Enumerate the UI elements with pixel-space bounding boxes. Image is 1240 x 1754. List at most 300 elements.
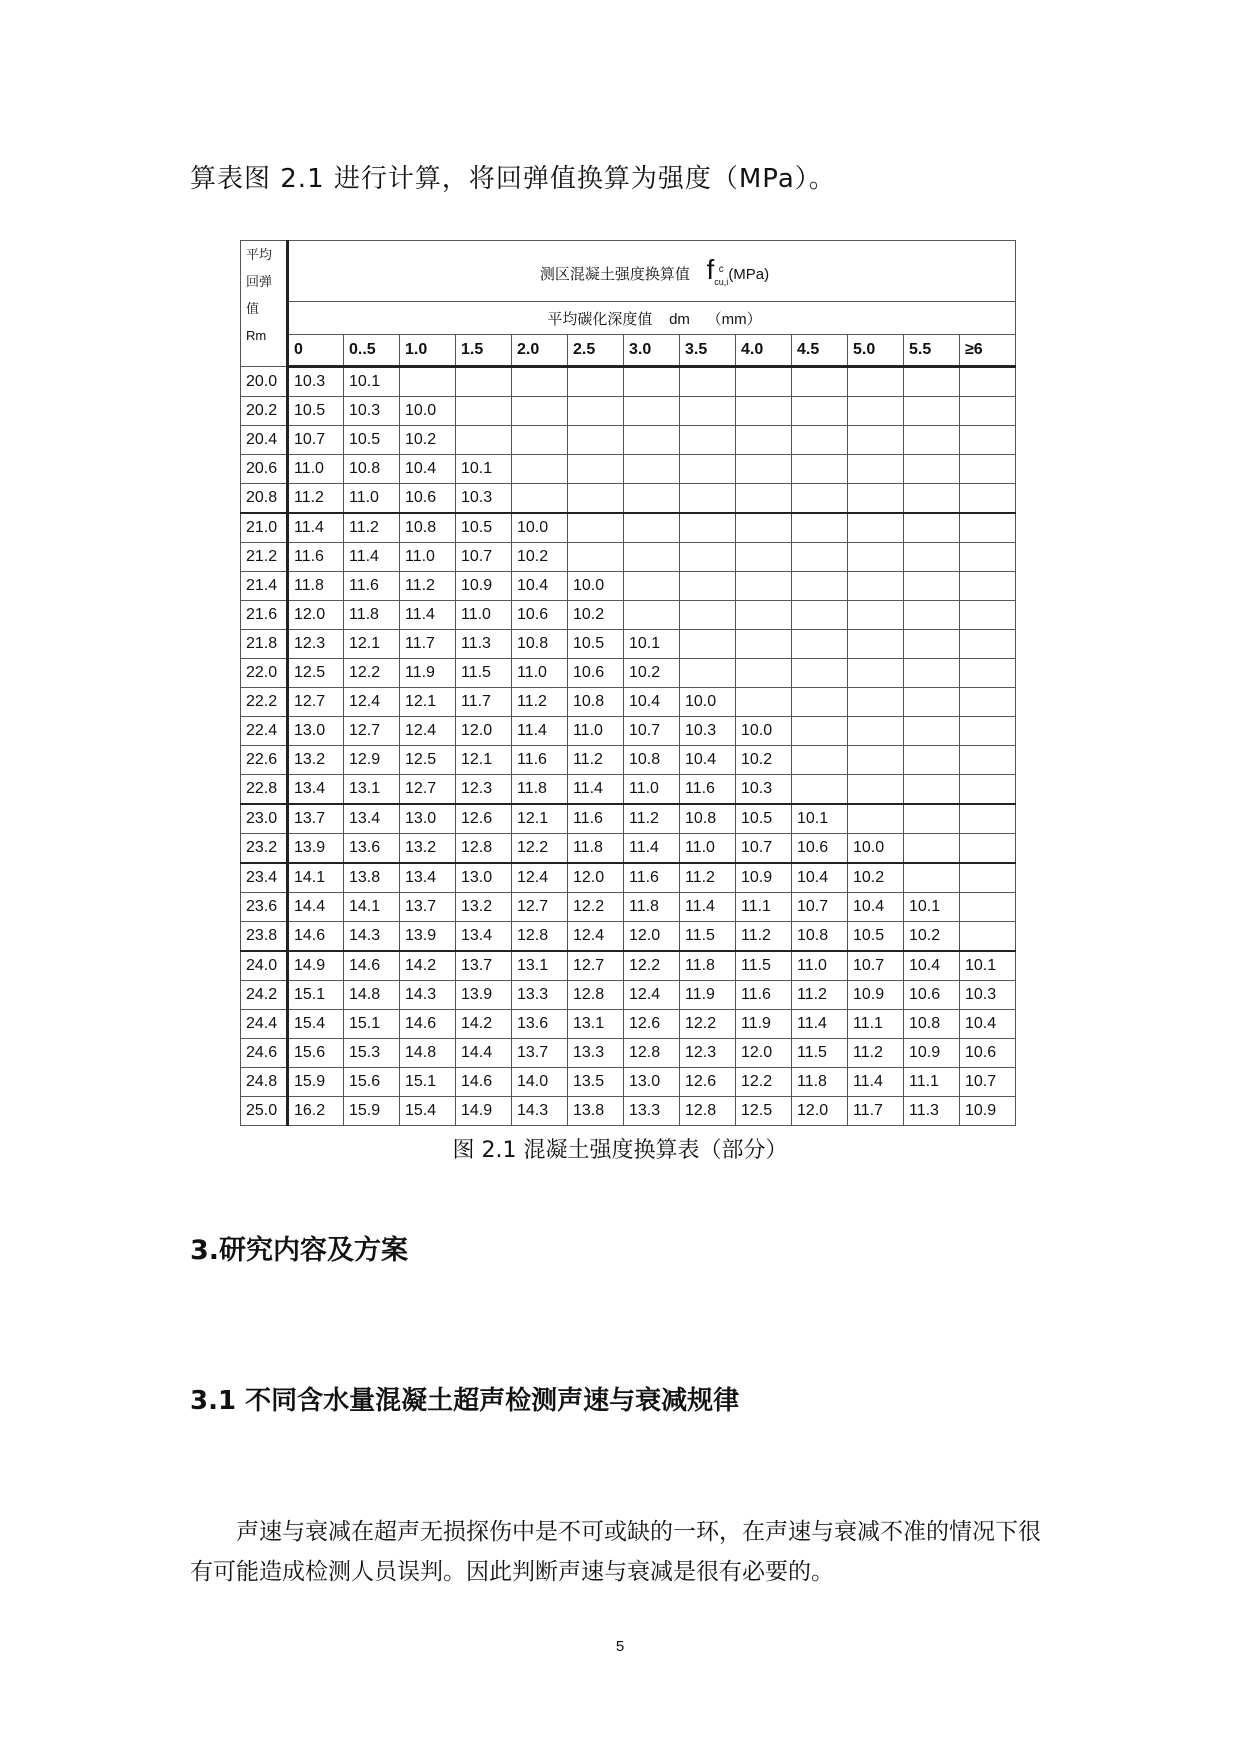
strength-cell	[904, 543, 960, 572]
strength-cell	[624, 367, 680, 397]
strength-cell: 10.1	[624, 630, 680, 659]
strength-cell: 10.8	[344, 455, 400, 484]
table-row	[241, 367, 1016, 397]
strength-cell	[904, 455, 960, 484]
strength-cell: 15.3	[344, 1039, 400, 1068]
strength-cell	[680, 455, 736, 484]
table-row	[241, 1068, 1016, 1097]
strength-cell: 10.5	[568, 630, 624, 659]
strength-cell: 12.0	[568, 863, 624, 893]
strength-cell	[792, 630, 848, 659]
strength-cell	[960, 397, 1016, 426]
strength-cell	[400, 367, 456, 397]
rm-cell: 22.6	[241, 746, 288, 775]
strength-cell: 13.7	[400, 893, 456, 922]
strength-cell	[792, 688, 848, 717]
strength-cell	[960, 863, 1016, 893]
figure-caption: 图 2.1 混凝土强度换算表（部分）	[452, 1138, 788, 1163]
strength-cell: 10.1	[456, 455, 512, 484]
strength-cell: 12.2	[736, 1068, 792, 1097]
strength-cell: 11.4	[792, 1010, 848, 1039]
strength-cell: 11.5	[736, 951, 792, 981]
strength-cell: 12.3	[288, 630, 344, 659]
strength-cell: 11.0	[288, 455, 344, 484]
rm-cell: 22.2	[241, 688, 288, 717]
strength-cell	[680, 426, 736, 455]
strength-cell: 12.0	[456, 717, 512, 746]
strength-cell: 13.0	[624, 1068, 680, 1097]
strength-cell: 11.8	[288, 572, 344, 601]
strength-cell	[904, 863, 960, 893]
strength-cell: 11.4	[848, 1068, 904, 1097]
rm-cell: 20.6	[241, 455, 288, 484]
strength-cell	[456, 426, 512, 455]
strength-cell	[848, 426, 904, 455]
table-row	[241, 1039, 1016, 1068]
strength-cell: 11.8	[792, 1068, 848, 1097]
strength-cell: 13.7	[456, 951, 512, 981]
strength-cell	[624, 572, 680, 601]
strength-cell	[904, 601, 960, 630]
strength-cell: 14.6	[456, 1068, 512, 1097]
strength-cell: 11.6	[736, 981, 792, 1010]
strength-cell: 10.4	[904, 951, 960, 981]
table-row	[241, 513, 1016, 543]
strength-cell: 14.8	[344, 981, 400, 1010]
strength-cell: 14.0	[512, 1068, 568, 1097]
strength-cell: 10.0	[680, 688, 736, 717]
strength-cell: 12.8	[456, 834, 512, 864]
strength-cell: 10.9	[960, 1097, 1016, 1126]
rm-cell: 23.4	[241, 863, 288, 893]
strength-cell: 14.4	[288, 893, 344, 922]
strength-cell	[848, 543, 904, 572]
strength-cell	[624, 397, 680, 426]
strength-cell	[848, 601, 904, 630]
strength-cell: 11.7	[400, 630, 456, 659]
strength-cell: 11.4	[568, 775, 624, 805]
strength-cell: 14.3	[400, 981, 456, 1010]
strength-cell: 10.3	[288, 367, 344, 397]
strength-cell: 14.9	[456, 1097, 512, 1126]
rm-cell: 22.8	[241, 775, 288, 805]
strength-cell	[960, 367, 1016, 397]
strength-cell	[680, 484, 736, 514]
strength-cell	[960, 922, 1016, 952]
strength-cell: 10.0	[568, 572, 624, 601]
strength-cell	[680, 601, 736, 630]
intro-line: 算表图 2.1 进行计算，将回弹值换算为强度（MPa）。	[190, 164, 836, 194]
strength-cell: 10.5	[288, 397, 344, 426]
strength-cell: 12.2	[680, 1010, 736, 1039]
strength-cell	[960, 659, 1016, 688]
strength-cell: 12.0	[288, 601, 344, 630]
rm-cell: 24.4	[241, 1010, 288, 1039]
strength-cell	[680, 630, 736, 659]
depth-label-cell	[288, 302, 1016, 335]
column-header: 0..5	[344, 335, 400, 367]
strength-cell: 14.6	[344, 951, 400, 981]
strength-cell	[792, 659, 848, 688]
strength-cell: 14.1	[344, 893, 400, 922]
strength-cell	[512, 397, 568, 426]
strength-cell	[736, 455, 792, 484]
rm-cell: 23.8	[241, 922, 288, 952]
strength-cell	[792, 717, 848, 746]
strength-cell: 12.2	[568, 893, 624, 922]
strength-cell: 12.2	[344, 659, 400, 688]
strength-cell	[904, 688, 960, 717]
table-row	[241, 981, 1016, 1010]
strength-cell: 12.0	[792, 1097, 848, 1126]
strength-cell	[848, 513, 904, 543]
rm-cell: 21.4	[241, 572, 288, 601]
strength-cell: 14.9	[288, 951, 344, 981]
strength-cell	[960, 455, 1016, 484]
strength-cell	[568, 426, 624, 455]
strength-cell: 12.9	[344, 746, 400, 775]
table-title-text: 测区混凝土强度换算值	[539, 266, 690, 284]
strength-cell: 11.7	[456, 688, 512, 717]
strength-cell	[848, 397, 904, 426]
strength-cell	[792, 484, 848, 514]
title-symbol-sup: c	[718, 263, 724, 275]
strength-cell	[568, 367, 624, 397]
strength-cell	[960, 572, 1016, 601]
strength-cell	[736, 572, 792, 601]
strength-cell	[680, 397, 736, 426]
table-row	[241, 543, 1016, 572]
column-header: ≥6	[960, 335, 1016, 367]
strength-cell	[680, 543, 736, 572]
strength-cell: 12.0	[736, 1039, 792, 1068]
strength-cell: 12.6	[680, 1068, 736, 1097]
strength-cell: 13.9	[288, 834, 344, 864]
strength-cell: 13.1	[512, 951, 568, 981]
strength-cell: 10.6	[400, 484, 456, 514]
strength-cell: 12.4	[624, 981, 680, 1010]
strength-cell: 11.6	[288, 543, 344, 572]
strength-cell: 14.3	[512, 1097, 568, 1126]
table-row	[241, 775, 1016, 805]
table-row	[241, 484, 1016, 514]
column-header: 5.5	[904, 335, 960, 367]
strength-cell	[848, 455, 904, 484]
strength-cell	[624, 455, 680, 484]
strength-cell	[680, 572, 736, 601]
rm-header-line: Rm	[246, 328, 267, 343]
strength-cell: 10.9	[736, 863, 792, 893]
strength-cell	[904, 513, 960, 543]
strength-cell: 11.3	[904, 1097, 960, 1126]
strength-cell	[736, 513, 792, 543]
strength-cell: 12.7	[512, 893, 568, 922]
strength-cell	[512, 484, 568, 514]
strength-cell: 10.2	[848, 863, 904, 893]
strength-cell: 15.9	[344, 1097, 400, 1126]
strength-cell: 13.9	[456, 981, 512, 1010]
strength-cell	[792, 397, 848, 426]
table-row	[241, 834, 1016, 864]
strength-cell: 11.4	[344, 543, 400, 572]
rm-cell: 24.8	[241, 1068, 288, 1097]
table-row	[241, 397, 1016, 426]
strength-cell: 12.7	[568, 951, 624, 981]
rm-header-line: 值	[246, 301, 260, 316]
strength-cell	[904, 484, 960, 514]
table-row	[241, 922, 1016, 952]
strength-cell: 11.9	[680, 981, 736, 1010]
title-symbol-sub: cu,i	[714, 276, 729, 287]
strength-cell: 13.3	[512, 981, 568, 1010]
strength-cell: 10.5	[344, 426, 400, 455]
strength-cell	[960, 717, 1016, 746]
strength-cell: 12.3	[456, 775, 512, 805]
strength-cell: 13.1	[568, 1010, 624, 1039]
strength-cell: 10.1	[904, 893, 960, 922]
strength-cell: 13.9	[400, 922, 456, 952]
strength-cell	[960, 775, 1016, 805]
strength-cell: 11.8	[680, 951, 736, 981]
strength-cell: 10.5	[456, 513, 512, 543]
strength-cell: 10.6	[792, 834, 848, 864]
table-row	[241, 951, 1016, 981]
strength-cell: 10.8	[904, 1010, 960, 1039]
strength-cell: 11.2	[848, 1039, 904, 1068]
strength-cell: 10.7	[792, 893, 848, 922]
strength-cell	[904, 775, 960, 805]
strength-cell	[960, 426, 1016, 455]
rm-cell: 20.2	[241, 397, 288, 426]
table-row	[241, 1010, 1016, 1039]
strength-cell: 10.0	[512, 513, 568, 543]
table-row	[241, 746, 1016, 775]
strength-cell: 12.8	[568, 981, 624, 1010]
strength-cell: 13.0	[400, 804, 456, 834]
title-unit: (MPa)	[728, 266, 770, 284]
strength-cell: 10.2	[736, 746, 792, 775]
strength-cell: 11.4	[680, 893, 736, 922]
rm-cell: 20.4	[241, 426, 288, 455]
strength-cell: 12.5	[400, 746, 456, 775]
strength-cell: 15.4	[400, 1097, 456, 1126]
strength-cell: 10.4	[400, 455, 456, 484]
table-row	[241, 426, 1016, 455]
rm-cell: 22.4	[241, 717, 288, 746]
strength-cell: 11.4	[288, 513, 344, 543]
strength-cell: 11.8	[344, 601, 400, 630]
subsection-heading: 3.1 不同含水量混凝土超声检测声速与衰减规律	[190, 1386, 740, 1416]
strength-cell: 11.6	[344, 572, 400, 601]
strength-cell: 10.2	[400, 426, 456, 455]
rm-cell: 20.8	[241, 484, 288, 514]
strength-cell	[904, 659, 960, 688]
strength-cell: 15.9	[288, 1068, 344, 1097]
strength-cell	[960, 513, 1016, 543]
strength-cell: 10.4	[624, 688, 680, 717]
column-header: 3.5	[680, 335, 736, 367]
strength-cell	[904, 367, 960, 397]
strength-cell	[456, 397, 512, 426]
strength-cell	[904, 426, 960, 455]
strength-cell	[456, 367, 512, 397]
strength-cell	[736, 397, 792, 426]
strength-cell: 10.2	[568, 601, 624, 630]
strength-cell: 12.7	[288, 688, 344, 717]
table-row	[241, 659, 1016, 688]
strength-cell: 13.4	[456, 922, 512, 952]
strength-cell: 10.3	[960, 981, 1016, 1010]
strength-cell: 10.8	[680, 804, 736, 834]
strength-cell: 12.1	[512, 804, 568, 834]
strength-cell: 11.8	[624, 893, 680, 922]
strength-cell	[736, 426, 792, 455]
strength-cell: 12.3	[680, 1039, 736, 1068]
strength-cell: 11.2	[288, 484, 344, 514]
strength-cell: 10.7	[848, 951, 904, 981]
strength-cell: 11.0	[456, 601, 512, 630]
strength-cell	[736, 601, 792, 630]
strength-cell: 15.1	[288, 981, 344, 1010]
strength-cell	[960, 601, 1016, 630]
strength-cell	[792, 601, 848, 630]
strength-cell: 11.4	[400, 601, 456, 630]
strength-cell	[792, 543, 848, 572]
strength-cell	[568, 484, 624, 514]
strength-cell: 10.0	[400, 397, 456, 426]
strength-cell: 10.4	[680, 746, 736, 775]
rm-cell: 24.2	[241, 981, 288, 1010]
strength-cell	[848, 367, 904, 397]
strength-cell: 15.4	[288, 1010, 344, 1039]
strength-cell: 11.1	[736, 893, 792, 922]
strength-cell: 13.2	[456, 893, 512, 922]
table-title-cell	[288, 241, 1016, 302]
strength-cell: 13.0	[288, 717, 344, 746]
strength-cell: 11.0	[400, 543, 456, 572]
strength-cell	[848, 572, 904, 601]
strength-cell: 10.9	[456, 572, 512, 601]
column-header: 1.5	[456, 335, 512, 367]
strength-cell	[512, 426, 568, 455]
strength-cell: 14.2	[456, 1010, 512, 1039]
strength-cell: 11.6	[512, 746, 568, 775]
strength-cell	[960, 484, 1016, 514]
strength-cell: 11.6	[568, 804, 624, 834]
rm-cell: 23.6	[241, 893, 288, 922]
strength-cell: 12.6	[624, 1010, 680, 1039]
strength-cell: 13.3	[624, 1097, 680, 1126]
strength-cell: 12.6	[456, 804, 512, 834]
strength-cell: 10.8	[792, 922, 848, 952]
strength-cell: 11.3	[456, 630, 512, 659]
strength-cell	[792, 746, 848, 775]
strength-cell: 10.8	[400, 513, 456, 543]
strength-cell: 11.8	[568, 834, 624, 864]
strength-cell: 11.8	[512, 775, 568, 805]
strength-cell: 11.2	[344, 513, 400, 543]
strength-cell: 13.2	[400, 834, 456, 864]
strength-cell: 11.4	[512, 717, 568, 746]
strength-cell	[568, 513, 624, 543]
strength-cell	[904, 397, 960, 426]
strength-cell: 10.2	[904, 922, 960, 952]
strength-cell	[792, 572, 848, 601]
strength-cell	[736, 543, 792, 572]
strength-cell: 10.6	[960, 1039, 1016, 1068]
strength-cell: 12.7	[344, 717, 400, 746]
strength-cell: 12.4	[568, 922, 624, 952]
strength-cell: 10.4	[848, 893, 904, 922]
strength-cell: 11.0	[568, 717, 624, 746]
rm-cell: 23.0	[241, 804, 288, 834]
strength-cell	[904, 746, 960, 775]
strength-cell: 13.4	[400, 863, 456, 893]
strength-cell: 13.6	[512, 1010, 568, 1039]
strength-cell	[792, 426, 848, 455]
depth-label: 平均碳化深度值 dm （mm）	[547, 310, 762, 328]
strength-cell: 11.2	[680, 863, 736, 893]
strength-cell	[680, 367, 736, 397]
strength-cell: 13.3	[568, 1039, 624, 1068]
strength-cell: 12.5	[736, 1097, 792, 1126]
strength-cell: 11.0	[344, 484, 400, 514]
strength-cell: 10.7	[624, 717, 680, 746]
strength-cell: 11.9	[736, 1010, 792, 1039]
strength-cell: 10.3	[736, 775, 792, 805]
strength-cell	[904, 630, 960, 659]
strength-cell: 11.0	[680, 834, 736, 864]
table-row	[241, 601, 1016, 630]
strength-cell: 14.2	[400, 951, 456, 981]
strength-conversion-table	[240, 240, 1016, 1124]
strength-cell	[960, 688, 1016, 717]
strength-cell	[904, 804, 960, 834]
column-header: 3.0	[624, 335, 680, 367]
strength-cell: 10.2	[624, 659, 680, 688]
strength-cell: 10.4	[960, 1010, 1016, 1039]
table-row	[241, 717, 1016, 746]
strength-cell: 11.2	[736, 922, 792, 952]
table-row	[241, 1097, 1016, 1126]
strength-cell: 10.0	[736, 717, 792, 746]
strength-cell: 10.7	[456, 543, 512, 572]
strength-cell: 11.4	[624, 834, 680, 864]
rm-cell: 22.0	[241, 659, 288, 688]
strength-cell	[568, 455, 624, 484]
strength-cell: 13.1	[344, 775, 400, 805]
strength-cell: 13.5	[568, 1068, 624, 1097]
rm-cell: 21.2	[241, 543, 288, 572]
strength-cell	[848, 746, 904, 775]
table-row	[241, 893, 1016, 922]
rm-cell: 25.0	[241, 1097, 288, 1126]
strength-cell: 13.8	[344, 863, 400, 893]
strength-cell: 12.4	[512, 863, 568, 893]
strength-cell: 14.6	[288, 922, 344, 952]
strength-cell: 14.8	[400, 1039, 456, 1068]
strength-cell: 10.9	[848, 981, 904, 1010]
strength-cell: 12.2	[624, 951, 680, 981]
strength-cell	[960, 893, 1016, 922]
strength-cell	[736, 367, 792, 397]
strength-cell: 13.8	[568, 1097, 624, 1126]
column-header: 5.0	[848, 335, 904, 367]
strength-cell: 13.0	[456, 863, 512, 893]
strength-cell	[960, 543, 1016, 572]
strength-cell: 11.0	[624, 775, 680, 805]
strength-cell: 13.4	[288, 775, 344, 805]
